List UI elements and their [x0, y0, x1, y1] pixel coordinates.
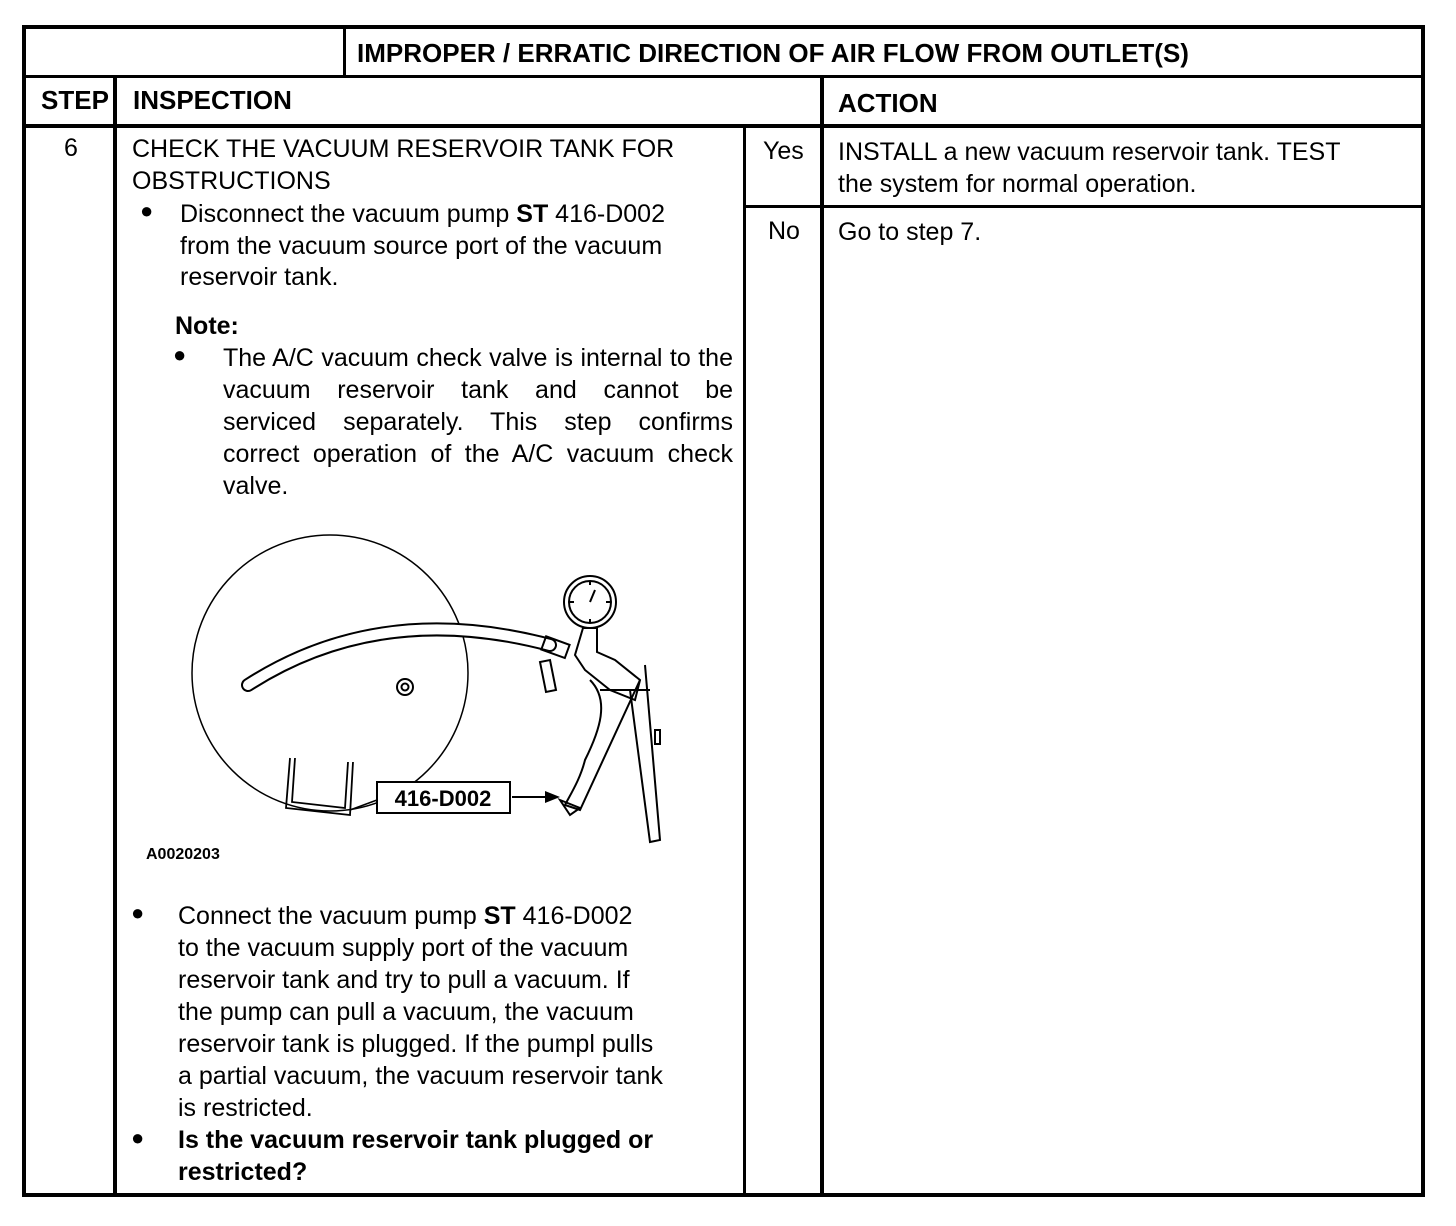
column-header-inspection: INSPECTION	[133, 85, 292, 115]
answer-yes-label: Yes	[763, 137, 804, 165]
bullet2-line2: to the vacuum supply port of the vacuum	[178, 934, 629, 962]
note-text: The A/C vacuum check valve is internal to the vacuum reservoir tank and cannot be serviced separately. This step confirms correct operation of the A/C vacuum check valve.	[223, 344, 733, 500]
bullet2-line7: is restricted.	[178, 1094, 313, 1122]
bullet2-line1: Connect the vacuum pump ST 416-D002	[178, 902, 633, 930]
bullet2-line6: a partial vacuum, the vacuum reservoir tank	[178, 1062, 663, 1090]
bullet2-line4: the pump can pull a vacuum, the vacuum	[178, 998, 634, 1026]
note-label: Note:	[175, 312, 239, 340]
arrow-icon	[545, 791, 560, 803]
tank-port	[397, 679, 413, 695]
step-heading-line1: CHECK THE VACUUM RESERVOIR TANK FOR	[132, 135, 675, 163]
answer-no-action: Go to step 7.	[838, 218, 982, 246]
question-line2: restricted?	[178, 1158, 308, 1186]
vacuum-pump-illustration	[150, 530, 710, 870]
answer-yes-action-line2: the system for normal operation.	[838, 170, 1197, 198]
pump-handle	[565, 680, 640, 810]
bullet-icon: ●	[173, 342, 187, 367]
table-title: IMPROPER / ERRATIC DIRECTION OF AIR FLOW FROM OUTLET(S)	[357, 38, 1189, 68]
column-header-action: ACTION	[838, 88, 938, 118]
bullet1-line1: Disconnect the vacuum pump ST 416-D002	[180, 200, 665, 228]
answer-no-label: No	[768, 217, 800, 245]
tool-label: 416-D002	[394, 786, 492, 811]
bullet1-line3: reservoir tank.	[180, 263, 339, 291]
bullet-icon: ●	[131, 900, 145, 925]
bullet2-line3: reservoir tank and try to pull a vacuum. If	[178, 966, 630, 994]
bullet1-line2: from the vacuum source port of the vacuum	[180, 232, 663, 260]
bullet-icon: ●	[140, 198, 154, 223]
figure-id: A0020203	[146, 846, 220, 863]
reservoir-tank-outline	[192, 535, 468, 811]
column-header-step: STEP	[41, 85, 109, 115]
question-line1: Is the vacuum reservoir tank plugged or	[178, 1126, 654, 1154]
answer-yes-action-line1: INSTALL a new vacuum reservoir tank. TEST	[838, 138, 1341, 166]
bullet-icon: ●	[131, 1125, 145, 1150]
step-number: 6	[64, 134, 78, 162]
bullet2-line5: reservoir tank is plugged. If the pumpl pulls	[178, 1030, 654, 1058]
step-heading-line2: OBSTRUCTIONS	[132, 167, 331, 195]
